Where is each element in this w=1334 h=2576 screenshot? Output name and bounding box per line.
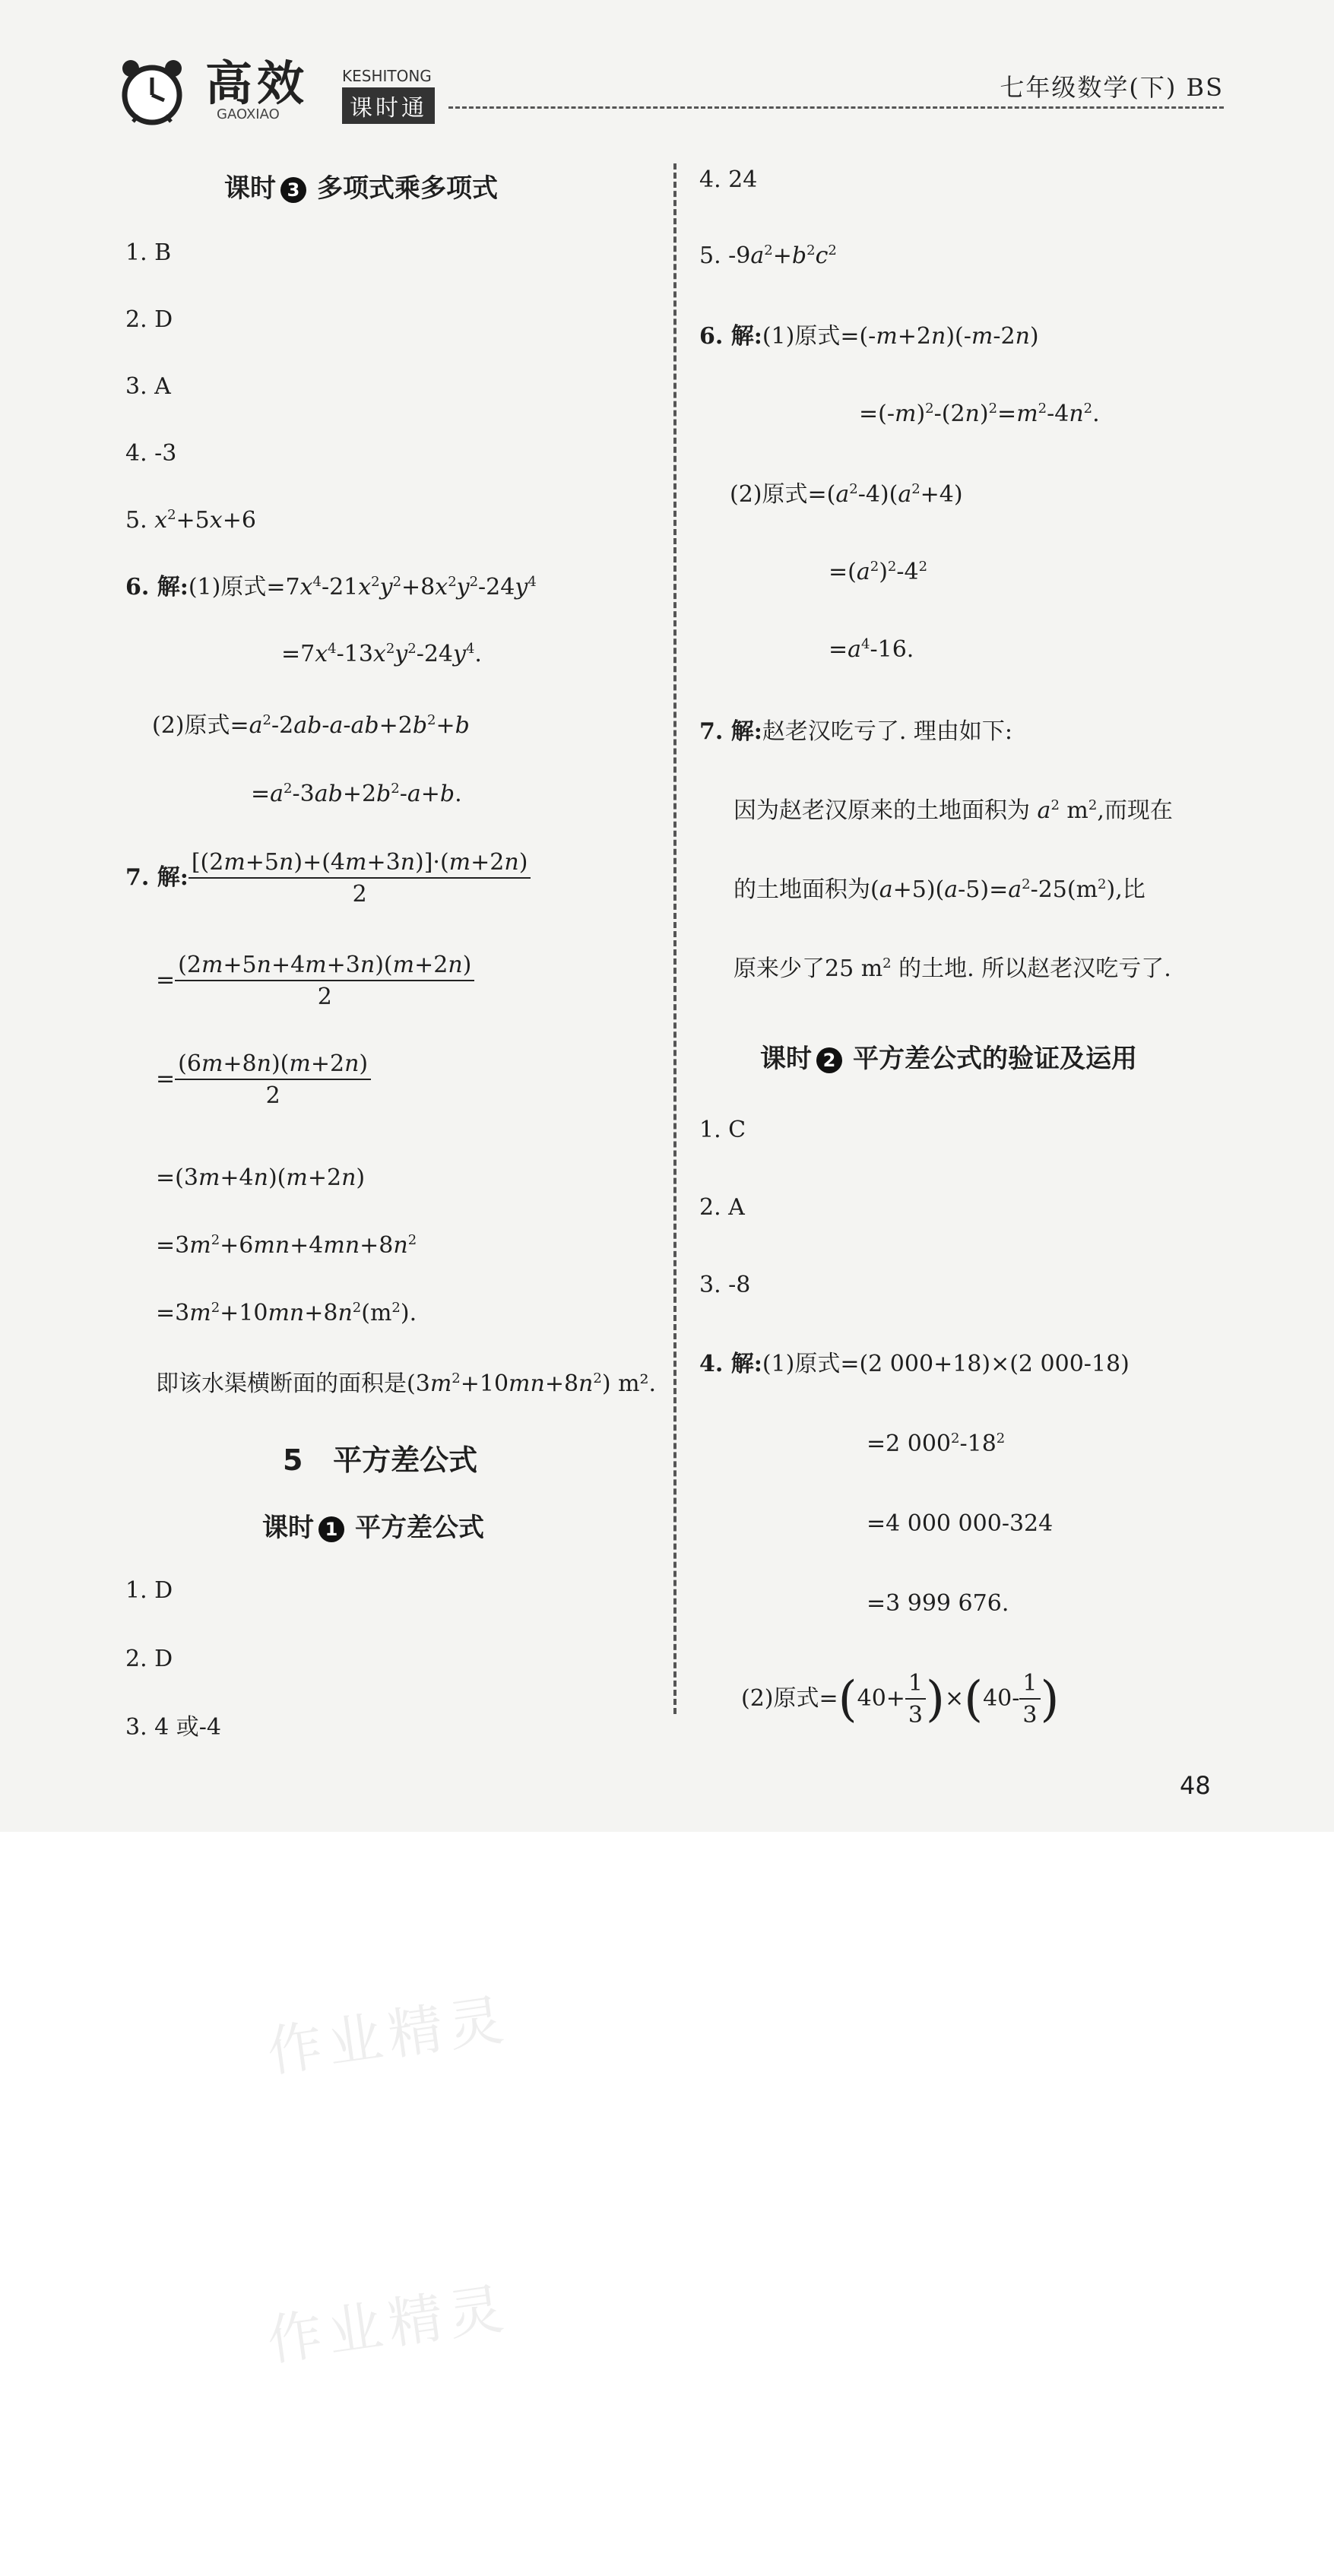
answer-r6-line4: $=(a^2)^2-4^2$ bbox=[829, 559, 928, 585]
lesson-number-badge: 2 bbox=[816, 1047, 842, 1073]
answer-r4: 4. 24 bbox=[699, 166, 758, 193]
brand-english-top: KESHITONG bbox=[342, 67, 432, 85]
lesson-number-badge: 3 bbox=[280, 177, 306, 203]
answer-1: 1. B bbox=[125, 239, 172, 266]
answer-6-line2: $=7x^4-13x^2y^2-24y^4$. bbox=[281, 641, 482, 667]
watermark: 作业精灵 bbox=[263, 2276, 514, 2373]
answer-c4-line1: 4. 解:(1)原式=(2 000+18)×(2 000-18) bbox=[699, 1351, 1130, 1377]
section-heading-lesson3: 课时 3 多项式乘多项式 bbox=[224, 173, 498, 204]
answer-r7-line4: 原来少了25 $m^2$ 的土地. 所以赵老汉吃亏了. bbox=[734, 955, 1171, 982]
answer-r6-line5: $=a^4-16$. bbox=[829, 636, 914, 663]
chapter-heading: 5 平方差公式 bbox=[283, 1443, 478, 1477]
answer-r7-line1: 7. 解:赵老汉吃亏了. 理由如下: bbox=[699, 718, 1013, 745]
answer-b2: 2. D bbox=[125, 1646, 173, 1672]
brand-box: 课时通 bbox=[342, 87, 435, 124]
answer-r6-line3: (2)原式$=(a^2-4)(a^2+4)$ bbox=[730, 481, 963, 508]
section-heading-lesson2: 课时 2 平方差公式的验证及运用 bbox=[760, 1044, 1137, 1074]
brand-english-bottom: GAOXIAO bbox=[217, 106, 280, 122]
answer-b3: 3. 4 或-4 bbox=[125, 1714, 222, 1741]
answer-c4-line3: =4 000 000-324 bbox=[867, 1510, 1054, 1537]
answer-7-line5: $=3m^2+6mn+4mn+8n^2$ bbox=[156, 1232, 417, 1259]
answer-7-line4: =(3m+4n)(m+2n) bbox=[156, 1164, 366, 1191]
answer-6-line1: 6. 解:(1)原式$=7x^4-21x^2y^2+8x^2y^2-24y^4$ bbox=[125, 574, 537, 600]
alarm-clock-icon bbox=[114, 53, 190, 129]
answer-4: 4. -3 bbox=[125, 440, 177, 467]
answer-7-line3: = $\frac{(6m+8n)(m+2n)}{2}$ bbox=[156, 1053, 371, 1107]
answer-2: 2. D bbox=[125, 306, 173, 333]
answer-c4-line4: =3 999 676. bbox=[867, 1590, 1009, 1617]
answer-7-line6: $=3m^2+10mn+8n^2(m^2)$. bbox=[156, 1300, 417, 1326]
page-header bbox=[114, 46, 1224, 129]
answer-6-line4: $=a^2-3ab+2b^2-a+b$. bbox=[251, 781, 462, 807]
answer-c4-line5: (2)原式=(40+ $\frac{1}{3}$ )×(40- $\frac{1}{3}$ ) bbox=[741, 1670, 1060, 1728]
watermark: 作业精灵 bbox=[263, 1987, 514, 2084]
answer-c1: 1. C bbox=[699, 1117, 746, 1143]
answer-7-conclusion: 即该水渠横断面的面积是$(3m^2+10mn+8n^2)$ m². bbox=[156, 1370, 657, 1397]
header-dashed-line bbox=[448, 106, 1224, 109]
lesson-number-badge: 1 bbox=[318, 1516, 344, 1542]
answer-r6-line2: $=(-m)^2-(2n)^2=m^2-4n^2$. bbox=[859, 401, 1100, 427]
answer-7-line1: 7. 解: $\frac{[(2m+5n)+(4m+3n)]\cdot(m+2n)}{2}$ bbox=[125, 851, 531, 906]
section-heading-lesson1: 课时 1 平方差公式 bbox=[262, 1513, 484, 1543]
book-title: 七年级数学(下) BS bbox=[1000, 73, 1224, 102]
answer-5: 5. $x^2+5x+6$ bbox=[125, 507, 256, 534]
answer-c4-line2: =2 $000^2-18^2$ bbox=[867, 1431, 1006, 1457]
answer-r7-line3: 的土地面积为$(a+5)(a-5)=a^2-25(m^2)$,比 bbox=[734, 876, 1145, 903]
answer-r7-line2: 因为赵老汉原来的土地面积为 $a^2$ $m^2$,而现在 bbox=[734, 797, 1173, 824]
brand-chinese: 高效 bbox=[205, 55, 309, 111]
answer-b1: 1. D bbox=[125, 1577, 173, 1604]
answer-7-line2: = $\frac{(2m+5n+4m+3n)(m+2n)}{2}$ bbox=[156, 954, 474, 1009]
column-divider bbox=[673, 163, 677, 1714]
answer-c3: 3. -8 bbox=[699, 1272, 751, 1298]
answer-r6-line1: 6. 解:(1)原式=(-m+2n)(-m-2n) bbox=[699, 323, 1039, 350]
page-number: 48 bbox=[1180, 1771, 1211, 1800]
answer-3: 3. A bbox=[125, 373, 171, 400]
answer-c2: 2. A bbox=[699, 1194, 745, 1221]
answer-r5: 5. $-9a^2+b^2c^2$ bbox=[699, 242, 837, 269]
answer-6-line3: (2)原式$=a^2-2ab-a-ab+2b^2+b$ bbox=[152, 712, 470, 739]
